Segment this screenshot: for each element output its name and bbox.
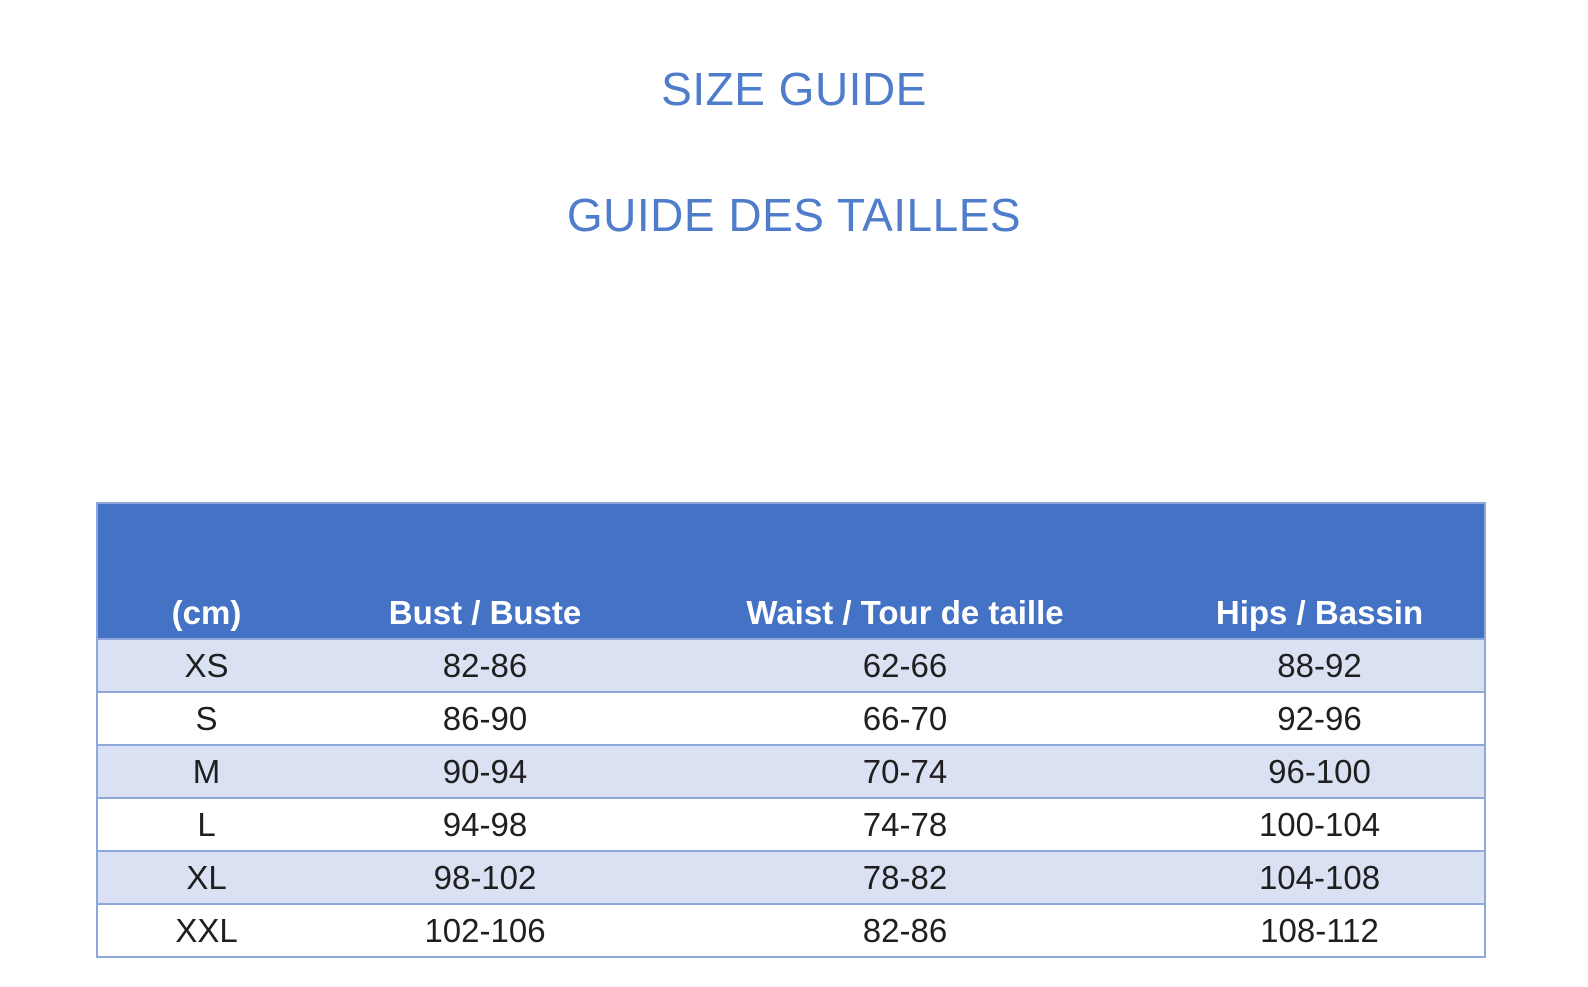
column-header-unit: (cm) (97, 503, 315, 639)
table-header (97, 503, 1485, 639)
hips-cell: 88-92 (1155, 639, 1485, 692)
size-table (96, 502, 1486, 958)
waist-cell: 70-74 (655, 745, 1155, 798)
waist-cell: 66-70 (655, 692, 1155, 745)
page-subtitle: GUIDE DES TAILLES (566, 189, 1022, 241)
size-cell: M (97, 745, 315, 798)
bust-cell: 102-106 (315, 904, 655, 957)
column-header-waist: Waist / Tour de taille (655, 503, 1155, 639)
header-row (97, 503, 1485, 639)
bust-cell: 98-102 (315, 851, 655, 904)
table-row (97, 745, 1485, 798)
hips-cell: 100-104 (1155, 798, 1485, 851)
hips-cell: 104-108 (1155, 851, 1485, 904)
hips-cell: 96-100 (1155, 745, 1485, 798)
size-cell: L (97, 798, 315, 851)
waist-cell: 62-66 (655, 639, 1155, 692)
waist-cell: 82-86 (655, 904, 1155, 957)
page-title: SIZE GUIDE (661, 63, 927, 115)
table-body (97, 639, 1485, 957)
bust-cell: 82-86 (315, 639, 655, 692)
bust-cell: 94-98 (315, 798, 655, 851)
table-row (97, 692, 1485, 745)
waist-cell: 78-82 (655, 851, 1155, 904)
table-row (97, 851, 1485, 904)
size-cell: S (97, 692, 315, 745)
column-header-bust: Bust / Buste (315, 503, 655, 639)
size-cell: XXL (97, 904, 315, 957)
waist-cell: 74-78 (655, 798, 1155, 851)
table-row (97, 639, 1485, 692)
table-row (97, 904, 1485, 957)
hips-cell: 92-96 (1155, 692, 1485, 745)
size-cell: XS (97, 639, 315, 692)
column-header-hips: Hips / Bassin (1155, 503, 1485, 639)
bust-cell: 86-90 (315, 692, 655, 745)
hips-cell: 108-112 (1155, 904, 1485, 957)
bust-cell: 90-94 (315, 745, 655, 798)
size-cell: XL (97, 851, 315, 904)
table-row (97, 798, 1485, 851)
